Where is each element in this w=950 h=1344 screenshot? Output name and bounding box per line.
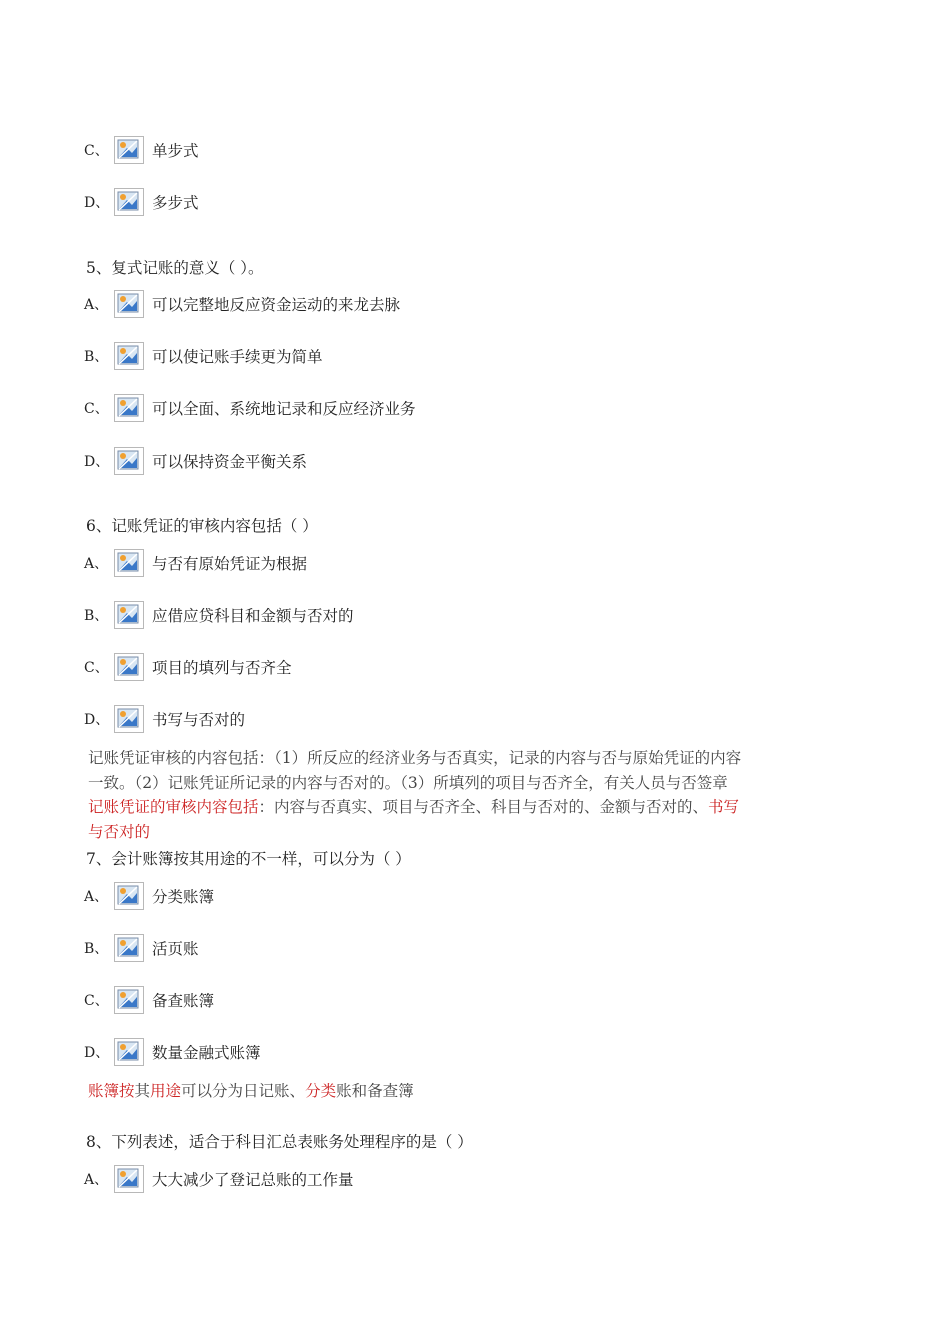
option-row[interactable] — [84, 341, 323, 371]
highlight-text: 记账凭证的审核内容包括 — [88, 798, 259, 816]
option-letter: D、 — [84, 195, 110, 211]
broken-image-icon — [114, 549, 144, 577]
broken-image-icon — [114, 342, 144, 370]
option-letter: C、 — [84, 143, 109, 159]
option-letter: B、 — [84, 608, 109, 624]
option-letter: D、 — [84, 454, 110, 470]
option-text: 分类账簿 — [152, 888, 215, 906]
highlight-text: 与否对的 — [88, 822, 151, 841]
option-letter: C、 — [84, 401, 109, 417]
broken-image-icon — [114, 705, 144, 733]
broken-image-icon — [114, 394, 144, 422]
question-title: 5、复式记账的意义（ ）。 — [86, 259, 264, 277]
option-letter: A、 — [84, 889, 109, 905]
option-letter: A、 — [84, 297, 109, 313]
option-row[interactable] — [84, 600, 354, 630]
option-row[interactable] — [84, 1164, 354, 1194]
highlight-text: 分类 — [305, 1082, 337, 1100]
option-letter: D、 — [84, 712, 110, 728]
answer-explanation — [88, 746, 808, 844]
option-letter: C、 — [84, 660, 109, 676]
option-row[interactable] — [84, 881, 214, 911]
question-title: 8、下列表述，适合于科目汇总表账务处理程序的是（ ） — [86, 1133, 473, 1151]
broken-image-icon — [114, 601, 144, 629]
option-row[interactable] — [84, 393, 416, 423]
option-letter: B、 — [84, 941, 109, 957]
option-text: 单步式 — [152, 142, 199, 160]
option-text: 数量金融式账簿 — [152, 1044, 261, 1062]
option-text: 项目的填列与否齐全 — [152, 659, 292, 677]
option-text: 应借应贷科目和金额与否对的 — [152, 607, 354, 625]
option-row[interactable] — [84, 446, 307, 476]
highlight-text: 书写 — [708, 798, 740, 816]
option-row[interactable] — [84, 1037, 261, 1067]
option-text: 书写与否对的 — [152, 711, 246, 729]
option-row[interactable] — [84, 985, 214, 1015]
broken-image-icon — [114, 986, 144, 1014]
option-row[interactable] — [84, 548, 307, 578]
explanation-line: 一致。（2）记账凭证所记录的内容与否对的。（3）所填列的项目与否齐全，有关人员与否签章 — [88, 773, 728, 792]
question-title: 6、记账凭证的审核内容包括（ ） — [86, 517, 318, 535]
broken-image-icon — [114, 882, 144, 910]
broken-image-icon — [114, 188, 144, 216]
option-text: 多步式 — [152, 194, 199, 212]
explanation-text: ：内容与否真实、项目与否齐全、科目与否对的、金额与否对的、 — [258, 798, 709, 816]
option-text: 可以使记账手续更为简单 — [152, 348, 323, 366]
broken-image-icon — [114, 136, 144, 164]
option-row[interactable] — [84, 187, 199, 217]
option-row[interactable] — [84, 933, 199, 963]
option-row[interactable] — [84, 135, 199, 165]
answer-explanation — [88, 1079, 808, 1104]
option-letter: C、 — [84, 993, 109, 1009]
option-row[interactable] — [84, 289, 400, 319]
explanation-text: 账和备查簿 — [336, 1082, 414, 1100]
highlight-text: 账簿按 — [88, 1082, 135, 1100]
option-letter: B、 — [84, 349, 109, 365]
explanation-text: 其 — [134, 1082, 151, 1100]
option-letter: A、 — [84, 1172, 109, 1188]
option-letter: A、 — [84, 556, 109, 572]
option-text: 活页账 — [152, 940, 199, 958]
broken-image-icon — [114, 653, 144, 681]
option-row[interactable] — [84, 652, 292, 682]
broken-image-icon — [114, 1038, 144, 1066]
option-letter: D、 — [84, 1045, 110, 1061]
option-text: 可以完整地反应资金运动的来龙去脉 — [152, 296, 401, 314]
option-row[interactable] — [84, 704, 245, 734]
explanation-text: 可以分为日记账、 — [181, 1082, 306, 1100]
option-text: 可以全面、系统地记录和反应经济业务 — [152, 400, 416, 418]
broken-image-icon — [114, 934, 144, 962]
option-text: 备查账簿 — [152, 992, 215, 1010]
question-title: 7、会计账簿按其用途的不一样，可以分为（ ） — [86, 850, 411, 868]
option-text: 大大减少了登记总账的工作量 — [152, 1171, 354, 1189]
option-text: 可以保持资金平衡关系 — [152, 453, 308, 471]
highlight-text: 用途 — [150, 1082, 182, 1100]
explanation-summary — [88, 795, 808, 820]
broken-image-icon — [114, 1165, 144, 1193]
broken-image-icon — [114, 447, 144, 475]
broken-image-icon — [114, 290, 144, 318]
option-text: 与否有原始凭证为根据 — [152, 555, 308, 573]
explanation-line: 记账凭证审核的内容包括：（1）所反应的经济业务与否真实，记录的内容与否与原始凭证的内容 — [88, 749, 742, 767]
